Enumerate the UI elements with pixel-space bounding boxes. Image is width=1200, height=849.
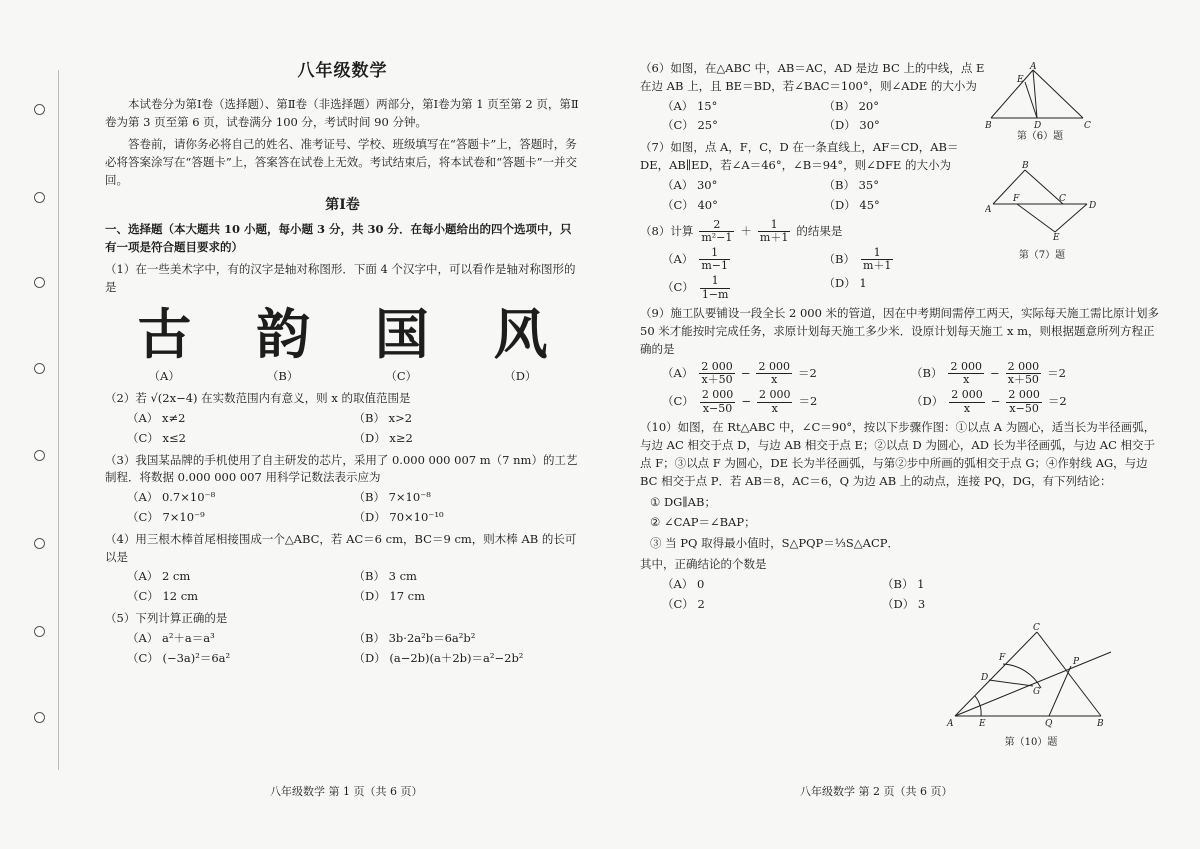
binding-hole xyxy=(34,626,45,637)
segment-ac xyxy=(955,632,1037,716)
numerator: 2 000 xyxy=(701,388,734,402)
binding-hole xyxy=(34,538,45,549)
option-label: （A） xyxy=(662,252,694,267)
option-label: （D） xyxy=(911,394,944,409)
option: （C） x≤2 xyxy=(127,430,186,445)
char-option: 古 xyxy=(137,303,192,367)
option: （C） 25° xyxy=(662,118,718,133)
conclusion-prompt: 其中，正确结论的个数是 xyxy=(640,557,767,572)
right-page xyxy=(640,56,1160,613)
binding-hole xyxy=(34,192,45,203)
fraction xyxy=(700,389,736,415)
fraction xyxy=(949,389,985,415)
option: （C） 2 xyxy=(662,596,705,611)
char-row xyxy=(105,302,580,368)
option xyxy=(662,275,824,301)
label-d: D xyxy=(1034,121,1042,131)
option: （B） 3b·2a²b＝6a²b² xyxy=(353,630,476,645)
option: （B） 20° xyxy=(823,98,879,113)
label-b: B xyxy=(1097,719,1104,729)
option: （C） 40° xyxy=(662,197,718,212)
numerator: 2 000 xyxy=(758,359,790,373)
intro-paragraph: 答卷前，请你务必将自己的姓名、准考证号、学校、班级填写在“答题卡”上，答题时，务必将答案涂写在“答题卡”上，答案答在试卷上无效。考试结束后，将本试卷和“答题卡”一并交回。 xyxy=(105,136,578,187)
operator: − xyxy=(740,366,751,381)
segment-pq xyxy=(1049,666,1071,716)
figure-7-diagram xyxy=(985,160,1100,240)
question-stem: （3）我国某品牌的手机使用了自主研发的芯片，采用了 0.000 000 007 m（7 nm）的工艺制程．将数据 0.000 000 007 用科学记数法表示应为 xyxy=(105,452,578,485)
label-b: B xyxy=(1022,161,1029,171)
label-q: Q xyxy=(1045,719,1053,729)
label-a: A xyxy=(985,205,992,215)
label-c: C xyxy=(1059,194,1066,204)
options xyxy=(105,410,580,448)
option: （A） a²＋a＝a³ xyxy=(127,630,215,645)
denominator: x xyxy=(771,373,778,387)
question-stem: （6）如图，在△ABC 中，AB＝AC，AD 是边 BC 上的中线，点 E 在边 AB 上，且 BE＝BD，若∠BAC＝100°，则∠ADE 的大小为 xyxy=(640,61,985,93)
label-p: P xyxy=(1073,657,1080,667)
option-label: （A） xyxy=(148,369,180,384)
label-g: G xyxy=(1033,687,1041,697)
options xyxy=(640,576,1102,614)
denominator: x＋50 xyxy=(1007,373,1039,387)
option-label: （D） xyxy=(504,369,537,384)
denominator: m＋1 xyxy=(759,231,789,245)
question-stem: （5）下列计算正确的是 xyxy=(105,611,228,626)
char-option: 国 xyxy=(374,303,429,367)
denominator: m＋1 xyxy=(862,259,892,273)
question-4 xyxy=(105,531,580,606)
conclusion-item xyxy=(640,535,940,553)
figure-10-diagram xyxy=(945,622,1115,730)
binding-hole xyxy=(34,712,45,723)
binding-line xyxy=(58,70,59,770)
equals: ＝2 xyxy=(1047,394,1067,409)
option: （A） x≠2 xyxy=(127,410,186,425)
denominator: x xyxy=(963,401,971,415)
fraction xyxy=(700,275,731,301)
label-f: F xyxy=(999,653,1006,663)
question-5 xyxy=(105,610,580,667)
part-heading: 一、选择题（本大题共 10 小题，每小题 3 分，共 30 分．在每小题给出的四个选项中，只有一项是符合题目要求的） xyxy=(105,222,572,254)
question-stem: （10）如图，在 Rt△ABC 中，∠C＝90°，按以下步骤作图：①以点 A 为圆心，适当长为半径画弧，与边 AC 相交于点 D，与边 AB 相交于点 E；②以点 D 为圆心，AD 长为半径画弧，与边 AC 相交于点 F；③以点 F 为圆心，DE 长为半径画弧，与第②步中所画的弧相交于点 G；④作射线 AG，与边 BC 相交于点 P．若 AB＝8，AC＝6，Q 为边 AB 上的动点，连接 PQ，DG，有下列结论： xyxy=(640,420,1156,488)
question-1 xyxy=(105,261,580,386)
option: （A） 0.7×10⁻⁸ xyxy=(127,490,216,505)
segment-de xyxy=(1055,204,1087,232)
question-10 xyxy=(640,419,1160,613)
binding-hole xyxy=(34,363,45,374)
label-c: C xyxy=(1084,121,1091,131)
option: （D） 17 cm xyxy=(353,589,426,604)
segment-fe xyxy=(1017,204,1055,232)
question-9 xyxy=(640,305,1160,415)
denominator: m−1 xyxy=(701,259,728,273)
label-f: F xyxy=(1013,194,1020,204)
numerator: 2 000 xyxy=(758,388,791,402)
arc-de xyxy=(975,696,981,716)
denominator: m²−1 xyxy=(701,231,733,245)
option xyxy=(824,247,986,273)
segment-dg xyxy=(989,680,1033,686)
fraction xyxy=(758,219,790,245)
fraction xyxy=(756,361,792,387)
label-d: D xyxy=(1089,201,1097,211)
option-label: （B） xyxy=(911,366,943,381)
options xyxy=(640,361,1160,416)
label-c: C xyxy=(1033,623,1040,633)
question-3 xyxy=(105,452,580,527)
section-title: 第Ⅰ卷 xyxy=(325,197,360,214)
equals: ＝2 xyxy=(1047,366,1066,381)
option: （A） 2 cm xyxy=(127,569,191,584)
fraction xyxy=(699,219,734,245)
label-e: E xyxy=(979,719,986,729)
option: （D） 70×10⁻¹⁰ xyxy=(353,510,444,525)
equals: ＝2 xyxy=(797,366,817,381)
segment-cb xyxy=(1037,632,1101,716)
denominator: x＋50 xyxy=(701,373,733,387)
option-label: （C） xyxy=(662,394,694,409)
page-title: 八年级数学 xyxy=(297,61,388,81)
option-label: （C） xyxy=(662,280,694,295)
label-e: E xyxy=(1053,233,1060,240)
operator: ＋ xyxy=(740,223,752,238)
char-labels xyxy=(105,368,580,386)
conclusion-item: ② ∠CAP＝∠BAP； xyxy=(650,515,756,530)
option xyxy=(662,247,824,273)
numerator: 1 xyxy=(758,219,790,233)
question-stem xyxy=(640,219,985,245)
label-e: E xyxy=(1017,75,1024,85)
option-label: （C） xyxy=(385,369,418,384)
numerator: 2 xyxy=(699,219,734,233)
options xyxy=(105,630,580,668)
options xyxy=(640,98,985,136)
option: （D） x≥2 xyxy=(353,430,413,445)
denominator: x xyxy=(963,373,970,387)
option: （D） 1 xyxy=(823,276,867,291)
figure-caption: 第（6）题 xyxy=(1016,131,1064,142)
option: （B） 7×10⁻⁸ xyxy=(353,490,431,505)
numerator: 2 000 xyxy=(1007,359,1040,373)
numerator: 1 xyxy=(861,247,893,261)
label-d: D xyxy=(981,673,989,683)
numerator: 2 000 xyxy=(701,359,733,373)
label-a: A xyxy=(947,719,954,729)
fraction xyxy=(757,389,793,415)
question-2 xyxy=(105,390,580,447)
page-footer: 八年级数学 第 2 页（共 6 页） xyxy=(800,785,953,798)
option xyxy=(911,361,1160,387)
figure-caption: 第（7）题 xyxy=(1018,250,1066,261)
binding-hole xyxy=(34,450,45,461)
question-stem: （7）如图，点 A，F，C，D 在一条直线上，AF＝CD，AB＝DE，AB∥ED，若∠A＝46°，∠B＝94°，则∠DFE 的大小为 xyxy=(640,140,959,173)
question-stem: （4）用三根木棒首尾相接围成一个△ABC，若 AC＝6 cm，BC＝9 cm，则木棒 AB 的长可以是 xyxy=(105,531,577,564)
binding-hole xyxy=(34,277,45,288)
fraction xyxy=(699,247,730,273)
denominator: x xyxy=(771,401,778,415)
conclusions xyxy=(640,494,940,574)
stem-text: 的结果是 xyxy=(796,223,843,238)
stem-text: （8）计算 xyxy=(640,223,694,238)
char-option: 韵 xyxy=(256,303,311,367)
option-label: （A） xyxy=(662,366,694,381)
option: （C） 7×10⁻⁹ xyxy=(127,510,205,525)
operator: − xyxy=(990,394,1001,409)
fraction xyxy=(1006,361,1042,387)
figure-6-diagram xyxy=(985,62,1100,132)
question-6 xyxy=(640,60,985,135)
segment-ac xyxy=(1033,70,1083,118)
char-option: 风 xyxy=(493,303,548,367)
conclusion-item: ① DG∥AB； xyxy=(650,494,716,509)
denominator: x−50 xyxy=(1009,401,1039,415)
numerator: 1 xyxy=(700,275,731,289)
segment-ab xyxy=(991,70,1033,118)
options xyxy=(640,177,985,215)
option: （B） 35° xyxy=(823,177,879,192)
option: （B） 3 cm xyxy=(353,569,417,584)
fraction xyxy=(948,361,984,387)
option: （D） 45° xyxy=(823,197,880,212)
option: （D） (a−2b)(a＋2b)＝a²−2b² xyxy=(353,650,524,665)
operator: − xyxy=(741,394,751,409)
option-label: （B） xyxy=(823,252,855,267)
numerator: 2 000 xyxy=(950,359,982,373)
option: （D） 30° xyxy=(823,118,880,133)
question-8 xyxy=(640,219,985,302)
option: （D） 3 xyxy=(882,596,926,611)
binding-holes xyxy=(22,0,62,849)
question-stem: （2）若 √(2x−4) 在实数范围内有意义，则 x 的取值范围是 xyxy=(105,391,411,406)
options xyxy=(105,568,580,606)
segment-ab xyxy=(993,170,1025,204)
label-b: B xyxy=(985,121,992,131)
option: （A） 0 xyxy=(662,576,705,591)
option: （A） 15° xyxy=(662,98,718,113)
label-a: A xyxy=(1030,62,1037,72)
options xyxy=(105,489,580,527)
option: （B） 1 xyxy=(882,576,925,591)
option: （B） x>2 xyxy=(353,410,413,425)
option xyxy=(911,389,1160,415)
numerator: 2 000 xyxy=(951,388,983,402)
operator: − xyxy=(989,366,1000,381)
denominator: x−50 xyxy=(702,401,733,415)
option: （A） 30° xyxy=(662,177,718,192)
equals: ＝2 xyxy=(798,394,818,409)
figure-caption: 第（10）题 xyxy=(1004,737,1058,748)
page-footer: 八年级数学 第 1 页（共 6 页） xyxy=(270,785,423,798)
fraction xyxy=(1006,389,1042,415)
fraction xyxy=(699,361,735,387)
conclusion-text: ③ 当 PQ 取得最小值时， xyxy=(650,536,782,551)
option xyxy=(662,361,911,387)
option: （C） (−3a)²＝6a² xyxy=(127,650,231,665)
denominator: 1−m xyxy=(701,287,729,301)
options xyxy=(640,247,985,302)
question-stem: （9）施工队要铺设一段全长 2 000 米的管道，因在中考期间需停工两天，实际每天施工需比原计划多 50 米才能按时完成任务，求原计划每天施工多少米．设原计划每天施工 x m，则根据题意所列方程正确的是 xyxy=(640,306,1160,356)
numerator: 1 xyxy=(699,247,730,261)
left-page xyxy=(105,58,580,668)
binding-hole xyxy=(34,104,45,115)
segment-bc xyxy=(1025,170,1063,204)
option-label: （B） xyxy=(266,369,299,384)
question-stem: （1）在一些美术字中，有的汉字是轴对称图形．下面 4 个汉字中，可以看作是轴对称图形的是 xyxy=(105,261,576,294)
ray-ag xyxy=(955,652,1111,716)
conclusion-formula: S△PQP＝⅓S△ACP． xyxy=(781,536,899,551)
fraction xyxy=(861,247,893,273)
question-7 xyxy=(640,139,985,214)
numerator: 2 000 xyxy=(1008,388,1040,402)
option xyxy=(662,389,911,415)
option: （C） 12 cm xyxy=(127,589,199,604)
intro-paragraph: 本试卷分为第Ⅰ卷（选择题）、第Ⅱ卷（非选择题）两部分，第Ⅰ卷为第 1 页至第 2 页，第Ⅱ卷为第 3 页至第 6 页，试卷满分 100 分，考试时间 90 分钟。 xyxy=(105,97,579,130)
